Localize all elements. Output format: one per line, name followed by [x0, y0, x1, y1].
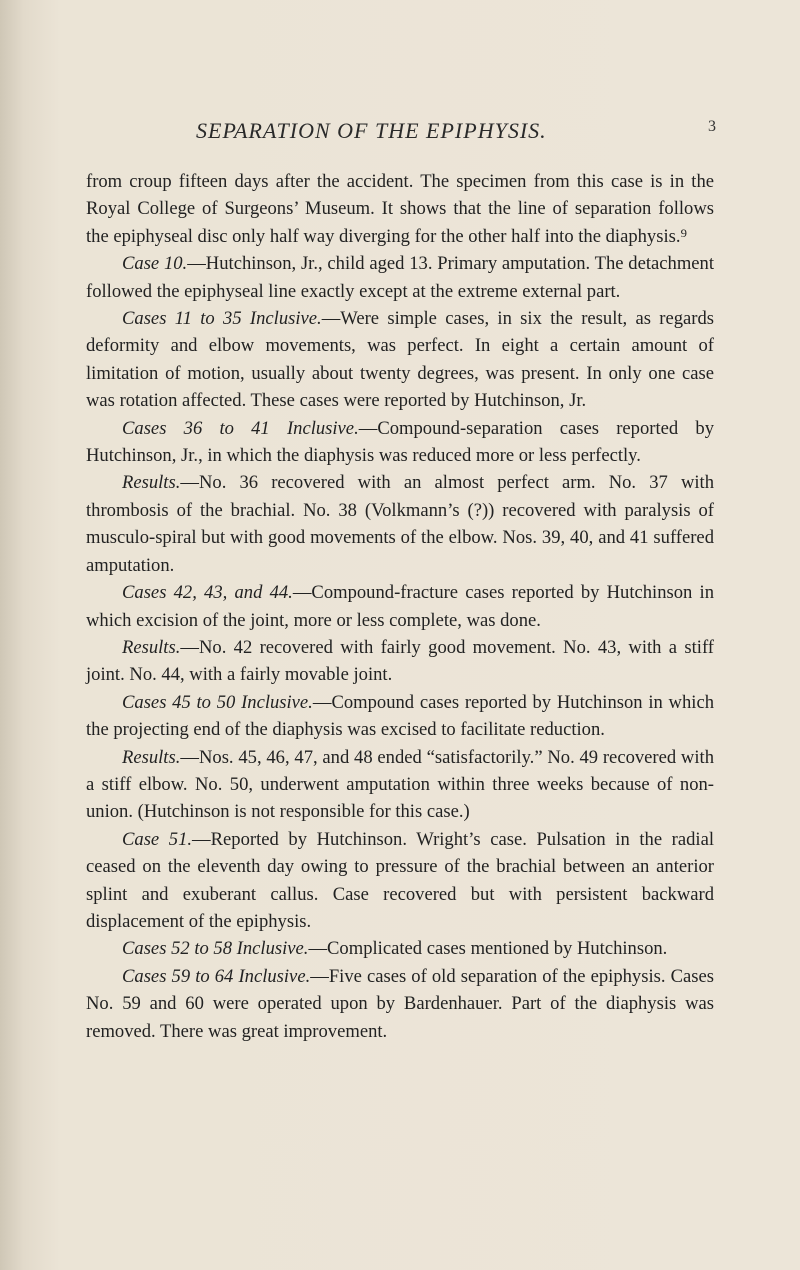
paragraph-lead: Results. — [122, 636, 181, 658]
paragraph — [86, 689, 714, 744]
paragraph-lead: Cases 59 to 64 Inclusive. — [122, 965, 311, 987]
paragraph-lead: Case 51. — [122, 828, 193, 850]
body-text — [86, 168, 714, 1045]
paragraph — [86, 744, 714, 826]
page-header — [0, 118, 800, 148]
paragraph — [86, 168, 714, 250]
paragraph-body: —No. 36 recovered with an almost perfect arm. No. 37 with thrombosis of the brachial. No. 38 (Volkmann’s (?)) recovered with paralysis of musculo-spiral but with good movements of the elbow. Nos. 39, 40, and 41 suffered amputation. — [86, 472, 714, 576]
paragraph-lead: Cases 45 to 50 Inclusive. — [122, 691, 313, 713]
paragraph-body: —Were simple cases, in six the result, as regards deformity and elbow movements, was perfect. In eight a certain amount of limitation of motion, usually about twenty degrees, was present. In only one case was rotation affected. These cases were reported by Hutchinson, Jr. — [86, 308, 714, 412]
paragraph — [86, 579, 714, 634]
paragraph-body: —Nos. 45, 46, 47, and 48 ended “satisfactorily.” No. 49 recovered with a stiff elbow. No. 50, underwent amputation within three weeks because of non-union. (Hutchinson is not responsible for this case.) — [86, 746, 714, 823]
paragraph-lead: Cases 52 to 58 Inclusive. — [122, 938, 309, 960]
paragraph — [86, 469, 714, 579]
paragraph-lead: Cases 11 to 35 Inclusive. — [122, 308, 322, 330]
paragraph-body: —Compound cases reported by Hutchinson in which the projecting end of the diaphysis was excised to facilitate reduction. — [86, 691, 714, 741]
paragraph-body: from croup fifteen days after the accident. The specimen from this case is in the Royal College of Surgeons’ Museum. It shows that the line of separation follows the epiphyseal disc only half way diverging for the other half into the diaphysis.⁹ — [86, 171, 714, 247]
paragraph — [86, 963, 714, 1045]
paragraph — [86, 250, 714, 305]
paragraph-body: —Compound-separation cases reported by Hutchinson, Jr., in which the diaphysis was reduced more or less perfectly. — [86, 417, 714, 467]
paragraph-lead: Cases 42, 43, and 44. — [122, 582, 293, 604]
paragraph-lead: Results. — [122, 746, 181, 768]
paragraph-body: —Compound-fracture cases reported by Hutchinson in which excision of the joint, more or less complete, was done. — [86, 582, 714, 631]
paragraph-lead: Results. — [122, 472, 181, 494]
paragraph — [86, 305, 714, 415]
paragraph-body: —Complicated cases mentioned by Hutchinson. — [308, 938, 668, 960]
paragraph-lead: Cases 36 to 41 Inclusive. — [122, 417, 359, 439]
paragraph-body: —Reported by Hutchinson. Wright’s case. Pulsation in the radial ceased on the eleventh day owing to pressure of the brachial between an anterior splint and exuberant callus. Case recovered but with persistent backward displacement of the epiphysis. — [86, 828, 715, 932]
paragraph — [86, 935, 714, 962]
paragraph — [86, 415, 714, 470]
paragraph-lead: Case 10. — [122, 253, 188, 275]
paragraph — [86, 826, 714, 936]
paragraph — [86, 634, 714, 689]
paragraph-body: —Five cases of old separation of the epiphysis. Cases No. 59 and 60 were operated upon by Bardenhauer. Part of the diaphysis was removed. There was great improvement. — [86, 965, 714, 1042]
paragraph-body: —Hutchinson, Jr., child aged 13. Primary amputation. The detachment followed the epiphyseal line exactly except at the extreme external part. — [86, 253, 715, 302]
running-title: SEPARATION OF THE EPIPHYSIS. — [196, 118, 547, 143]
page-number: 3 — [708, 118, 716, 135]
paragraph-body: —No. 42 recovered with fairly good movement. No. 43, with a stiff joint. No. 44, with a fairly movable joint. — [86, 636, 714, 686]
